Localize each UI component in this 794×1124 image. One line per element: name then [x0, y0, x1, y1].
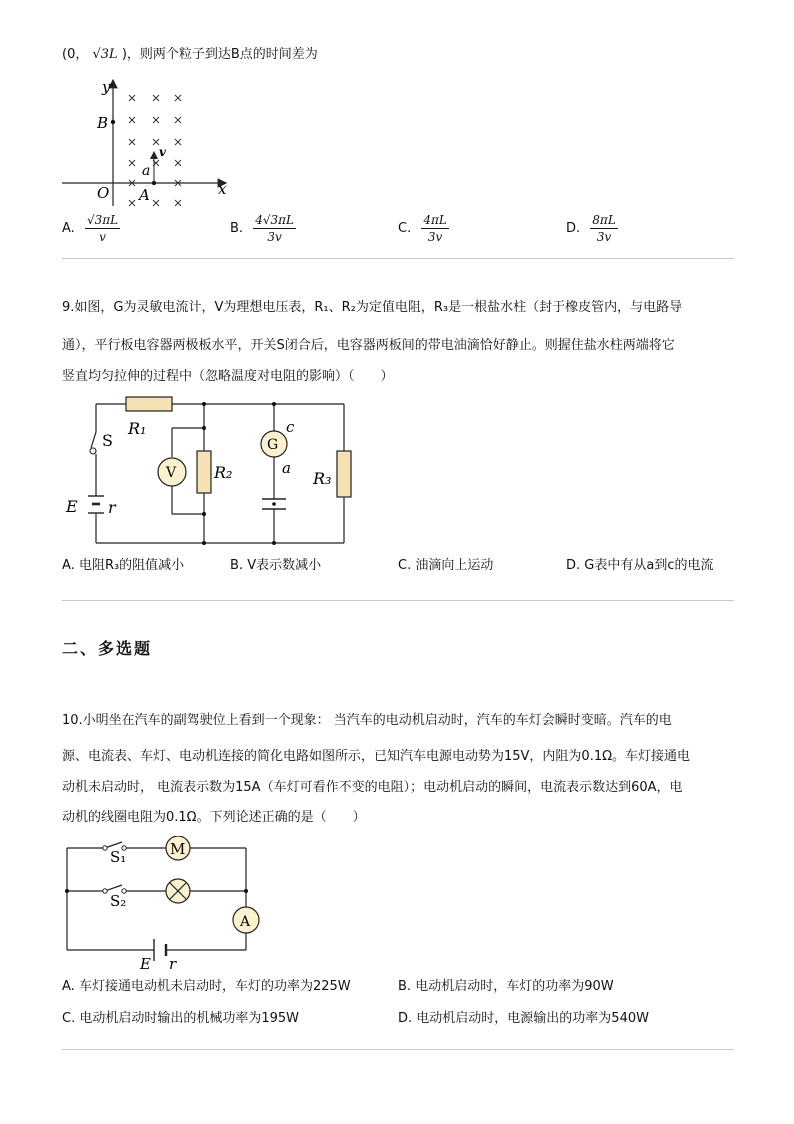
label-a: a — [282, 459, 291, 477]
fraction-denominator: 3v — [427, 230, 443, 244]
label-r: r — [108, 498, 116, 517]
label-a: a — [142, 163, 151, 179]
q10-line-4: 动机的线圈电阻为0.1Ω。下列论述正确的是（ ） — [62, 810, 366, 825]
label-r3: R₃ — [313, 469, 332, 488]
oil-drop — [272, 502, 276, 506]
label-r2: R₂ — [214, 463, 233, 482]
option-text: 电动机启动时，电源输出的功率为540W — [416, 1011, 649, 1026]
option-letter: C. — [398, 221, 412, 236]
resistor-r1 — [126, 397, 172, 411]
section-title: 二、多选题 — [62, 639, 153, 658]
q8-tail-suffix: )，则两个粒子到达B点的时间差为 — [121, 47, 318, 62]
q8-option-c[interactable] — [398, 212, 449, 245]
option-text: 电动机启动时输出的机械功率为195W — [79, 1011, 300, 1026]
option-letter: B. — [230, 221, 244, 236]
fraction-numerator: 4πL — [423, 213, 447, 227]
q10-option-b[interactable] — [398, 978, 614, 996]
option-letter: A. — [62, 221, 75, 236]
option-letter: B. — [398, 979, 412, 994]
fraction-numerator: 4√3πL — [255, 213, 294, 227]
q8-tail-line — [62, 46, 318, 64]
option-letter: B. — [230, 558, 244, 573]
option-text: 车灯接通电动机未启动时，车灯的功率为225W — [78, 979, 351, 994]
switch-s — [90, 448, 96, 454]
fraction-numerator: 8πL — [592, 213, 616, 227]
q10-option-c[interactable] — [62, 1010, 299, 1028]
q10-line-3: 动机未启动时， 电流表示数为15A（车灯可看作不变的电阻）；电动机启动的瞬间，电流表示数达到60A，电 — [62, 780, 683, 795]
option-letter: A. — [62, 979, 75, 994]
q8-tail-prefix: (0， — [62, 47, 89, 62]
q9-option-a[interactable] — [62, 557, 184, 575]
option-text: G表中有从a到c的电流 — [584, 558, 714, 573]
option-fraction — [590, 212, 618, 245]
fraction-numerator: √3πL — [86, 213, 119, 227]
point-B — [111, 120, 115, 124]
option-text: 电动机启动时，车灯的功率为90W — [415, 979, 614, 994]
option-letter: C. — [62, 1011, 76, 1026]
q8-option-a[interactable] — [62, 212, 120, 245]
q9-line-3: 竖直均匀拉伸的过程中（忽略温度对电阻的影响）（ ） — [62, 369, 394, 384]
q8-option-d[interactable] — [566, 212, 618, 245]
label-s2: S₂ — [110, 892, 127, 910]
option-fraction — [85, 212, 120, 245]
q8-field-figure — [60, 74, 235, 214]
label-v: v — [159, 145, 166, 159]
q10-line-1: 10.小明坐在汽车的副驾驶位上看到一个现象： 当汽车的电动机启动时，汽车的车灯会瞬时变暗。汽车的电 — [62, 713, 672, 728]
q9-line-2: 通），平行板电容器两极板水平，开关S闭合后，电容器两板间的带电油滴恰好静止。则握住盐水柱两端将它 — [62, 338, 675, 353]
label-r: r — [169, 955, 177, 972]
label-origin: O — [97, 184, 110, 202]
option-letter: D. — [566, 558, 581, 573]
q10-line-2: 源、电流表、车灯、电动机连接的简化电路如图所示，已知汽车电源电动势为15V，内阻为0.1Ω。车灯接通电 — [62, 749, 691, 764]
label-r1: R₁ — [128, 419, 147, 438]
field-crosses — [129, 95, 181, 206]
label-a: A — [240, 914, 251, 930]
option-fraction — [253, 212, 296, 245]
label-e: E — [66, 497, 78, 516]
label-x: x — [218, 180, 227, 198]
label-g: G — [267, 437, 279, 453]
label-s: S — [102, 431, 113, 450]
fraction-denominator: v — [99, 230, 106, 244]
q10-option-a[interactable] — [62, 978, 351, 996]
option-letter: C. — [398, 558, 412, 573]
label-s1: S₁ — [110, 848, 127, 866]
divider — [62, 1049, 734, 1050]
option-fraction — [421, 212, 449, 245]
q8-option-b[interactable] — [230, 212, 296, 245]
label-m: M — [170, 840, 186, 858]
q9-line-1: 9.如图，G为灵敏电流计，V为理想电压表，R₁、R₂为定值电阻，R₃是一根盐水柱（封于橡皮管内，与电路导 — [62, 300, 683, 315]
label-e: E — [140, 955, 151, 972]
fraction-denominator: 3v — [267, 230, 282, 244]
option-letter: A. — [62, 558, 75, 573]
q9-option-d[interactable] — [566, 557, 714, 575]
label-c: c — [286, 418, 295, 436]
switch-s2-contact — [103, 889, 107, 893]
q9-option-c[interactable] — [398, 557, 493, 575]
label-v: V — [166, 465, 177, 481]
option-text: V表示数减小 — [247, 558, 322, 573]
label-y: y — [102, 78, 111, 96]
fraction-denominator: 3v — [596, 230, 612, 244]
lamp-icon — [166, 879, 190, 903]
resistor-r2 — [197, 451, 211, 493]
divider — [62, 600, 734, 601]
option-letter: D. — [566, 221, 581, 236]
q9-circuit-figure — [60, 392, 355, 550]
q10-circuit-figure — [60, 836, 270, 972]
option-letter: D. — [398, 1011, 413, 1026]
resistor-r3 — [337, 451, 351, 497]
option-text: 油滴向上运动 — [415, 558, 494, 573]
label-A: A — [139, 186, 150, 204]
q9-option-b[interactable] — [230, 557, 321, 575]
label-B: B — [97, 114, 109, 132]
divider — [62, 258, 734, 259]
q8-tail-coord: √3L — [92, 47, 118, 62]
option-text: 电阻R₃的阻值减小 — [78, 558, 185, 573]
q10-option-d[interactable] — [398, 1010, 649, 1028]
switch-s1-contact — [103, 846, 107, 850]
